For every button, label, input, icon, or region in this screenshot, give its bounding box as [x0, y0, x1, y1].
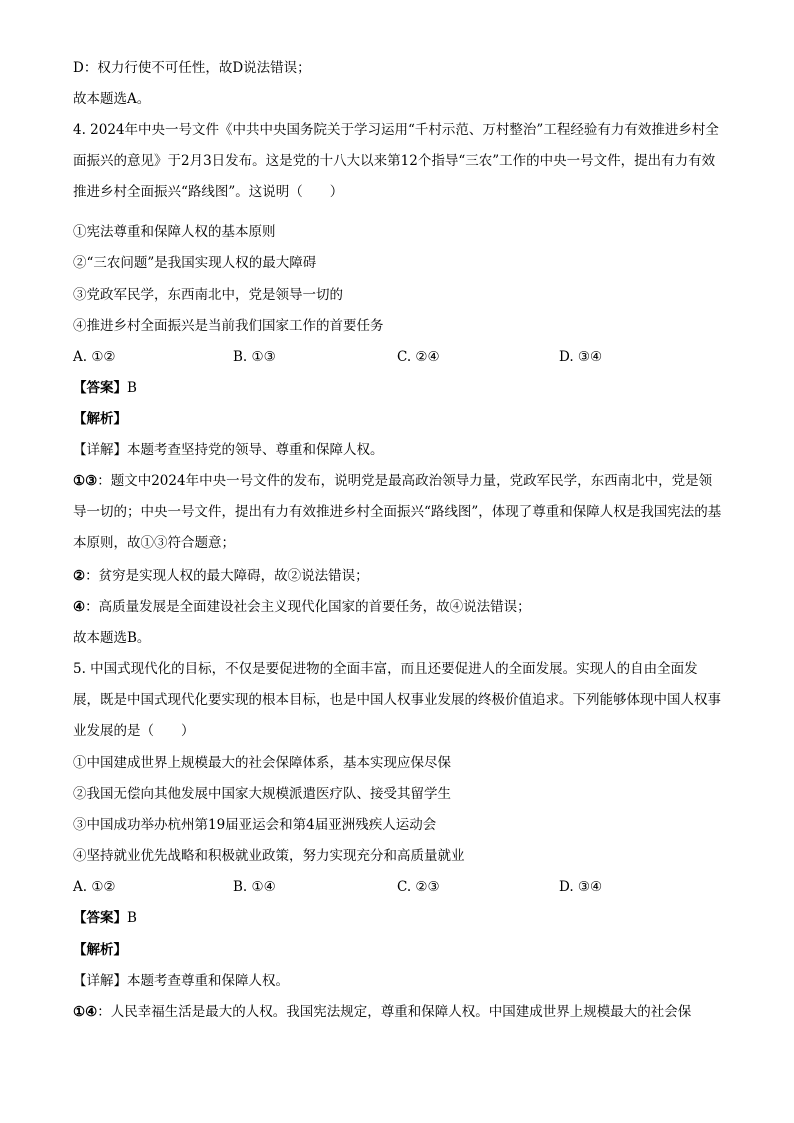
q4-conclusion: 故本题选B。: [73, 630, 151, 646]
q4-item-2: ②“三农问题”是我国实现人权的最大障碍: [73, 255, 317, 271]
q4-explanation-1-text: ：题文中2024年中央一号文件的发布，说明党是最高政治领导力量，党政军民学，东西南北中，党是领导一切的；中央一号文件，提出有力有效推进乡村全面振兴“路线图”，体现了尊重和保障人权是我国宪法的基本原则，故①③符合题意；: [73, 473, 722, 551]
q4-answer-value: B: [127, 380, 137, 396]
q4-explanation-3-text: ：高质量发展是全面建设社会主义现代化国家的首要任务，故④说法错误；: [85, 599, 531, 615]
q5-item-1: ①中国建成世界上规模最大的社会保障体系，基本实现应保尽保: [73, 755, 451, 771]
q4-item-1: ①宪法尊重和保障人权的基本原则: [73, 224, 276, 240]
q5-detail-label: 【详解】: [73, 973, 127, 989]
q5-answer: [73, 908, 723, 928]
q4-explanation-2: [73, 566, 723, 586]
q5-explanation-1-tag: ①④: [73, 1004, 98, 1020]
q4-option-b: B. ①③: [233, 349, 276, 365]
q5-item-2: ②我国无偿向其他发展中国家大规模派遣医疗队、接受其留学生: [73, 786, 451, 802]
q4-answer-label: 【答案】: [73, 380, 127, 396]
q4-analysis-label: 【解析】: [73, 411, 127, 427]
q4-item-4: ④推进乡村全面振兴是当前我们国家工作的首要任务: [73, 318, 384, 334]
q5-explanation-1-text: ：人民幸福生活是最大的人权。我国宪法规定，尊重和保障人权。中国建成世界上规模最大的社会保: [97, 1004, 692, 1020]
q4-stem: 4. 2024年中央一号文件《中共中央国务院关于学习运用“千村示范、万村整治”工程经验有力有效推进乡村全面振兴的意见》于2月3日发布。这是党的十八大以来第12个指导“三农”工作的中央一号文件，提出有力有效推进乡村全面振兴“路线图”。这说明（ ）: [73, 122, 719, 200]
q5-item-4: ④坚持就业优先战略和积极就业政策，努力实现充分和高质量就业: [73, 848, 465, 864]
q5-option-b: B. ①④: [233, 879, 276, 895]
q5-answer-value: B: [127, 910, 137, 926]
q4-option-a: A. ①②: [73, 349, 116, 365]
q4-explanation-1: [73, 466, 723, 559]
q4-item-3: ③党政军民学，东西南北中，党是领导一切的: [73, 287, 343, 303]
q4-detail-text: 本题考查坚持党的领导、尊重和保障人权。: [127, 442, 384, 458]
q4-explanation-1-tag: ①③: [73, 473, 98, 489]
q5-explanation-1: [73, 1002, 723, 1022]
q5-detail: [73, 971, 723, 991]
q4-option-c: C. ②④: [397, 349, 440, 365]
q4-detail-label: 【详解】: [73, 442, 127, 458]
q4-answer: [73, 378, 723, 398]
q5-option-a: A. ①②: [73, 879, 116, 895]
q5-detail-text: 本题考查尊重和保障人权。: [127, 973, 289, 989]
prev-option-d-explanation: D：权力行使不可任性，故D说法错误；: [73, 60, 311, 76]
q5-option-c: C. ②③: [397, 879, 440, 895]
q5-analysis-label: 【解析】: [73, 942, 127, 958]
q4-explanation-3-tag: ④: [73, 599, 86, 615]
q4-explanation-2-tag: ②: [73, 568, 86, 584]
prev-conclusion: 故本题选A。: [73, 91, 151, 107]
q5-answer-label: 【答案】: [73, 910, 127, 926]
q5-option-d: D. ③④: [559, 879, 603, 895]
q5-stem: 5. 中国式现代化的目标，不仅是要促进物的全面丰富，而且还要促进人的全面发展。实现人的自由全面发展，既是中国式现代化要实现的根本目标，也是中国人权事业发展的终极价值追求。下列能够体现中国人权事业发展的是（ ）: [73, 661, 721, 739]
q4-option-d: D. ③④: [559, 349, 603, 365]
q4-explanation-3: [73, 597, 723, 617]
q4-explanation-2-text: ：贫穷是实现人权的最大障碍，故②说法错误；: [85, 568, 369, 584]
q5-item-3: ③中国成功举办杭州第19届亚运会和第4届亚洲残疾人运动会: [73, 817, 437, 833]
q4-detail: [73, 440, 723, 460]
